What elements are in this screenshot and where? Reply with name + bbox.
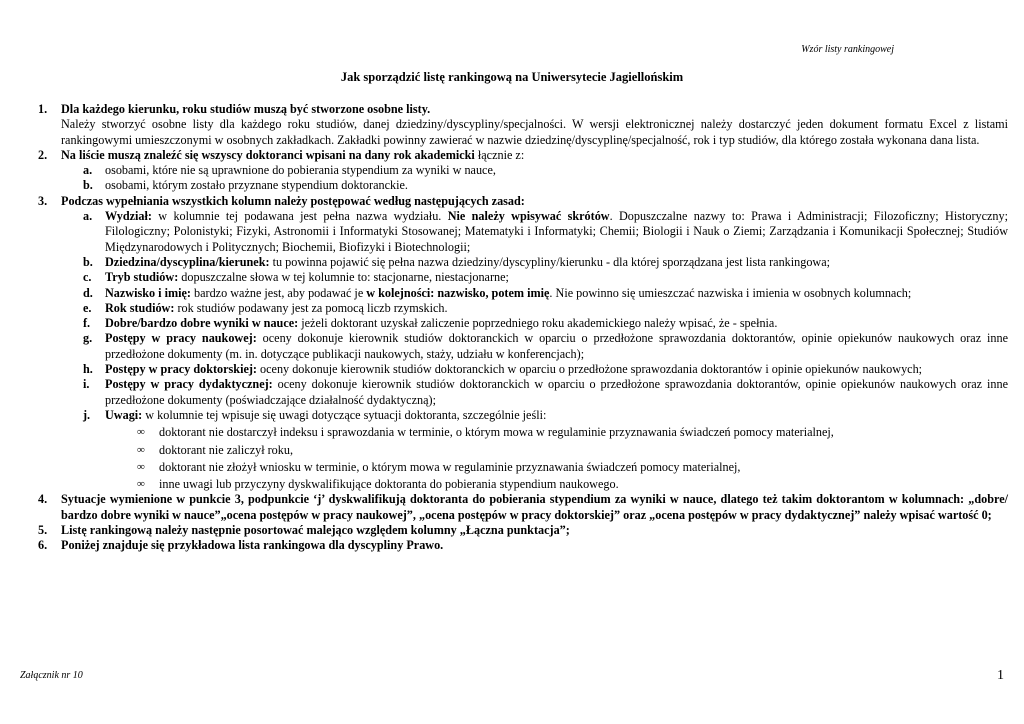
infinity-bullet-icon: ∞ bbox=[137, 478, 145, 491]
sub-item-label: Dziedzina/dyscyplina/kierunek: bbox=[105, 254, 270, 269]
sub-item-letter: b. bbox=[83, 178, 93, 193]
sub-item-letter: j. bbox=[83, 407, 91, 422]
bullet-item bbox=[38, 460, 1008, 475]
sub-item-letter: d. bbox=[83, 285, 93, 300]
sub-item-letter: f. bbox=[83, 316, 91, 331]
sub-item-label: Rok studiów: bbox=[105, 300, 175, 315]
infinity-bullet-icon: ∞ bbox=[137, 460, 145, 473]
sub-item-text: oceny dokonuje kierownik studiów doktoranckich w oparciu o przedłożone sprawozdania doktorantów, opinie opiekunów naukowych oraz inne przedłożone dokumenty (poświadczające działalność dydaktyczną); bbox=[105, 377, 1008, 407]
bullet-text: inne uwagi lub przyczyny dyskwalifikujące doktoranta do pobierania stypendium naukowego. bbox=[159, 477, 619, 492]
sub-item-text: bardzo ważne jest, aby podawać je bbox=[190, 285, 367, 300]
infinity-bullet-icon: ∞ bbox=[137, 443, 145, 456]
bullet-text: doktorant nie zaliczył roku, bbox=[159, 442, 294, 457]
sub-item-3g bbox=[38, 331, 1008, 362]
item-text: Poniżej znajduje się przykładowa lista rankingowa dla dyscypliny Prawo. bbox=[61, 538, 444, 553]
item-heading: Na liście muszą znaleźć się wszyscy doktoranci wpisani na dany rok akademicki bbox=[61, 147, 475, 162]
sub-item-text: oceny dokonuje kierownik studiów doktoranckich w oparciu o przedłożone sprawozdania doktorantów i opinie opiekunów naukowych; bbox=[257, 362, 923, 377]
sub-item-emphasis: Nie należy wpisywać skrótów bbox=[447, 209, 610, 224]
sub-item-3c bbox=[38, 270, 1008, 285]
item-number: 5. bbox=[38, 523, 48, 538]
sub-item-text: osobami, które nie są uprawnione do pobierania stypendium za wyniki w nauce, bbox=[105, 163, 496, 178]
sub-item-label: Postępy w pracy naukowej: bbox=[105, 331, 257, 346]
item-text: Sytuacje wymienione w punkcie 3, podpunkcie ‘j’ dyskwalifikują doktoranta do pobierania stypendium za wyniki w nauce, dlatego też takim doktorantom w kolumnach: „dobre/ bardzo dobre wyniki w nauce”„ocena postępów w pracy naukowej”, „ocena postępów w pracy doktorskiej” oraz „ocena postępów w pracy dydaktycznej” należy wpisać wartość 0; bbox=[61, 492, 1008, 522]
sub-item-letter: b. bbox=[83, 254, 93, 269]
sub-item-label: Wydział: bbox=[105, 209, 152, 224]
document-subtitle: Wzór listy rankingowej bbox=[801, 44, 894, 55]
list-item-5 bbox=[38, 523, 1008, 538]
sub-item-text: dopuszczalne słowa w tej kolumnie to: stacjonarne, niestacjonarne; bbox=[178, 270, 509, 285]
sub-item-3f bbox=[38, 316, 1008, 331]
sub-item-text: w kolumnie tej podawana jest pełna nazwa wydziału. bbox=[151, 209, 448, 224]
item-heading: Podczas wypełniania wszystkich kolumn należy postępować według następujących zasad: bbox=[61, 193, 525, 208]
sub-item-letter: i. bbox=[83, 377, 90, 392]
sub-item-3e bbox=[38, 301, 1008, 316]
sub-item-letter: a. bbox=[83, 209, 93, 224]
sub-item-3d bbox=[38, 286, 1008, 301]
sub-item-label: Dobre/bardzo dobre wyniki w nauce: bbox=[105, 316, 299, 331]
sub-item-2a bbox=[38, 163, 1008, 178]
sub-item-3b bbox=[38, 255, 1008, 270]
sub-item-letter: a. bbox=[83, 163, 93, 178]
item-text: Listę rankingową należy następnie posortować malejąco względem kolumny „Łączna punktacja”; bbox=[61, 523, 570, 538]
sub-item-label: Postępy w pracy doktorskiej: bbox=[105, 362, 257, 377]
infinity-bullet-icon: ∞ bbox=[137, 426, 145, 439]
page-title: Jak sporządzić listę rankingową na Uniwersytecie Jagiellońskim bbox=[340, 70, 684, 84]
list-item-2 bbox=[38, 148, 1008, 163]
sub-item-text: jeżeli doktorant uzyskał zaliczenie poprzedniego roku akademickiego należy wpisać, że - spełnia. bbox=[298, 316, 778, 331]
sub-item-text: w kolumnie tej wpisuje się uwagi dotyczące sytuacji doktoranta, szczególnie jeśli: bbox=[142, 407, 547, 422]
sub-item-text: . Dopuszczalne nazwy to: Prawa i Administracji; Filozoficzny; Historyczny; Filologiczny; Polonistyki; Fizyki, Astronomii i Informatyki Stosowanej; Matematyki i Informatyki; Chemii; Biologii i Nauk o Ziemi; Zarządzania i Komunikacji Społecznej; Studiów Międzynarodowych i Politycznych; Biochemii, Biofizyki i Biotechnologii; bbox=[105, 209, 1008, 254]
bullet-item bbox=[38, 425, 1008, 440]
bullet-item bbox=[38, 477, 1008, 492]
list-item-3 bbox=[38, 194, 1008, 209]
sub-item-3i bbox=[38, 377, 1008, 408]
item-text: łącznie z: bbox=[474, 147, 525, 162]
sub-item-letter: h. bbox=[83, 362, 93, 377]
sub-item-text: oceny dokonuje kierownik studiów doktoranckich w oparciu o przedłożone sprawozdania doktorantów, opinie opiekunów naukowych oraz inne przedłożone dokumenty (m. in. dotyczące publikacji naukowych, staży, udziału w konferencjach); bbox=[105, 331, 1008, 361]
item-text: Należy stworzyć osobne listy dla każdego roku studiów, danej dziedziny/dyscypliny/specjalności. W wersji elektronicznej należy dostarczyć jeden dokument formatu Excel z listami rankingowymi umieszczonymi w osobnych zakładkach. Zakładki powinny zawierać w nazwie dziedzinę/dyscyplinę/specjalność, rok i typ studiów, dla którego została wykonana dana lista. bbox=[61, 117, 1008, 147]
sub-item-3h bbox=[38, 362, 1008, 377]
item-number: 6. bbox=[38, 538, 48, 553]
sub-item-letter: g. bbox=[83, 331, 93, 346]
item-number: 4. bbox=[38, 492, 48, 507]
list-item-4 bbox=[38, 492, 1008, 523]
item-number: 1. bbox=[38, 102, 48, 116]
sub-item-label: Uwagi: bbox=[105, 407, 143, 422]
sub-item-emphasis: w kolejności: nazwisko, potem imię bbox=[366, 285, 550, 300]
sub-item-text: rok studiów podawany jest za pomocą liczb rzymskich. bbox=[174, 300, 448, 315]
item-number: 2. bbox=[38, 147, 48, 162]
item-number: 3. bbox=[38, 193, 48, 208]
sub-item-text: . Nie powinno się umieszczać nazwiska i imienia w osobnych kolumnach; bbox=[549, 285, 912, 300]
bullet-text: doktorant nie dostarczył indeksu i sprawozdania w terminie, o którym mowa w regulaminie przyznawania świadczeń pomocy materialnej, bbox=[159, 425, 834, 440]
sub-item-letter: e. bbox=[83, 300, 92, 315]
sub-item-label: Tryb studiów: bbox=[105, 270, 179, 285]
sub-item-label: Nazwisko i imię: bbox=[105, 285, 191, 300]
sub-item-3j bbox=[38, 408, 1008, 423]
sub-item-text: osobami, którym zostało przyznane stypendium doktoranckie. bbox=[105, 178, 408, 193]
page-number: 1 bbox=[997, 668, 1004, 683]
list-item-1 bbox=[38, 102, 1008, 148]
bullet-item bbox=[38, 443, 1008, 458]
instruction-list bbox=[38, 102, 1008, 554]
sub-item-letter: c. bbox=[83, 270, 92, 285]
attachment-label: Załącznik nr 10 bbox=[20, 670, 83, 681]
sub-item-label: Postępy w pracy dydaktycznej: bbox=[105, 377, 273, 392]
bullet-text: doktorant nie złożył wniosku w terminie, o którym mowa w regulaminie przyznawania świadczeń pomocy materialnej, bbox=[159, 459, 741, 474]
list-item-6 bbox=[38, 538, 1008, 553]
sub-item-2b bbox=[38, 178, 1008, 193]
sub-item-3a bbox=[38, 209, 1008, 255]
item-heading: Dla każdego kierunku, roku studiów muszą być stworzone osobne listy. bbox=[61, 102, 431, 116]
sub-item-text: tu powinna pojawić się pełna nazwa dziedziny/dyscypliny/kierunku - dla której sporządzana jest lista rankingowa; bbox=[269, 254, 831, 269]
